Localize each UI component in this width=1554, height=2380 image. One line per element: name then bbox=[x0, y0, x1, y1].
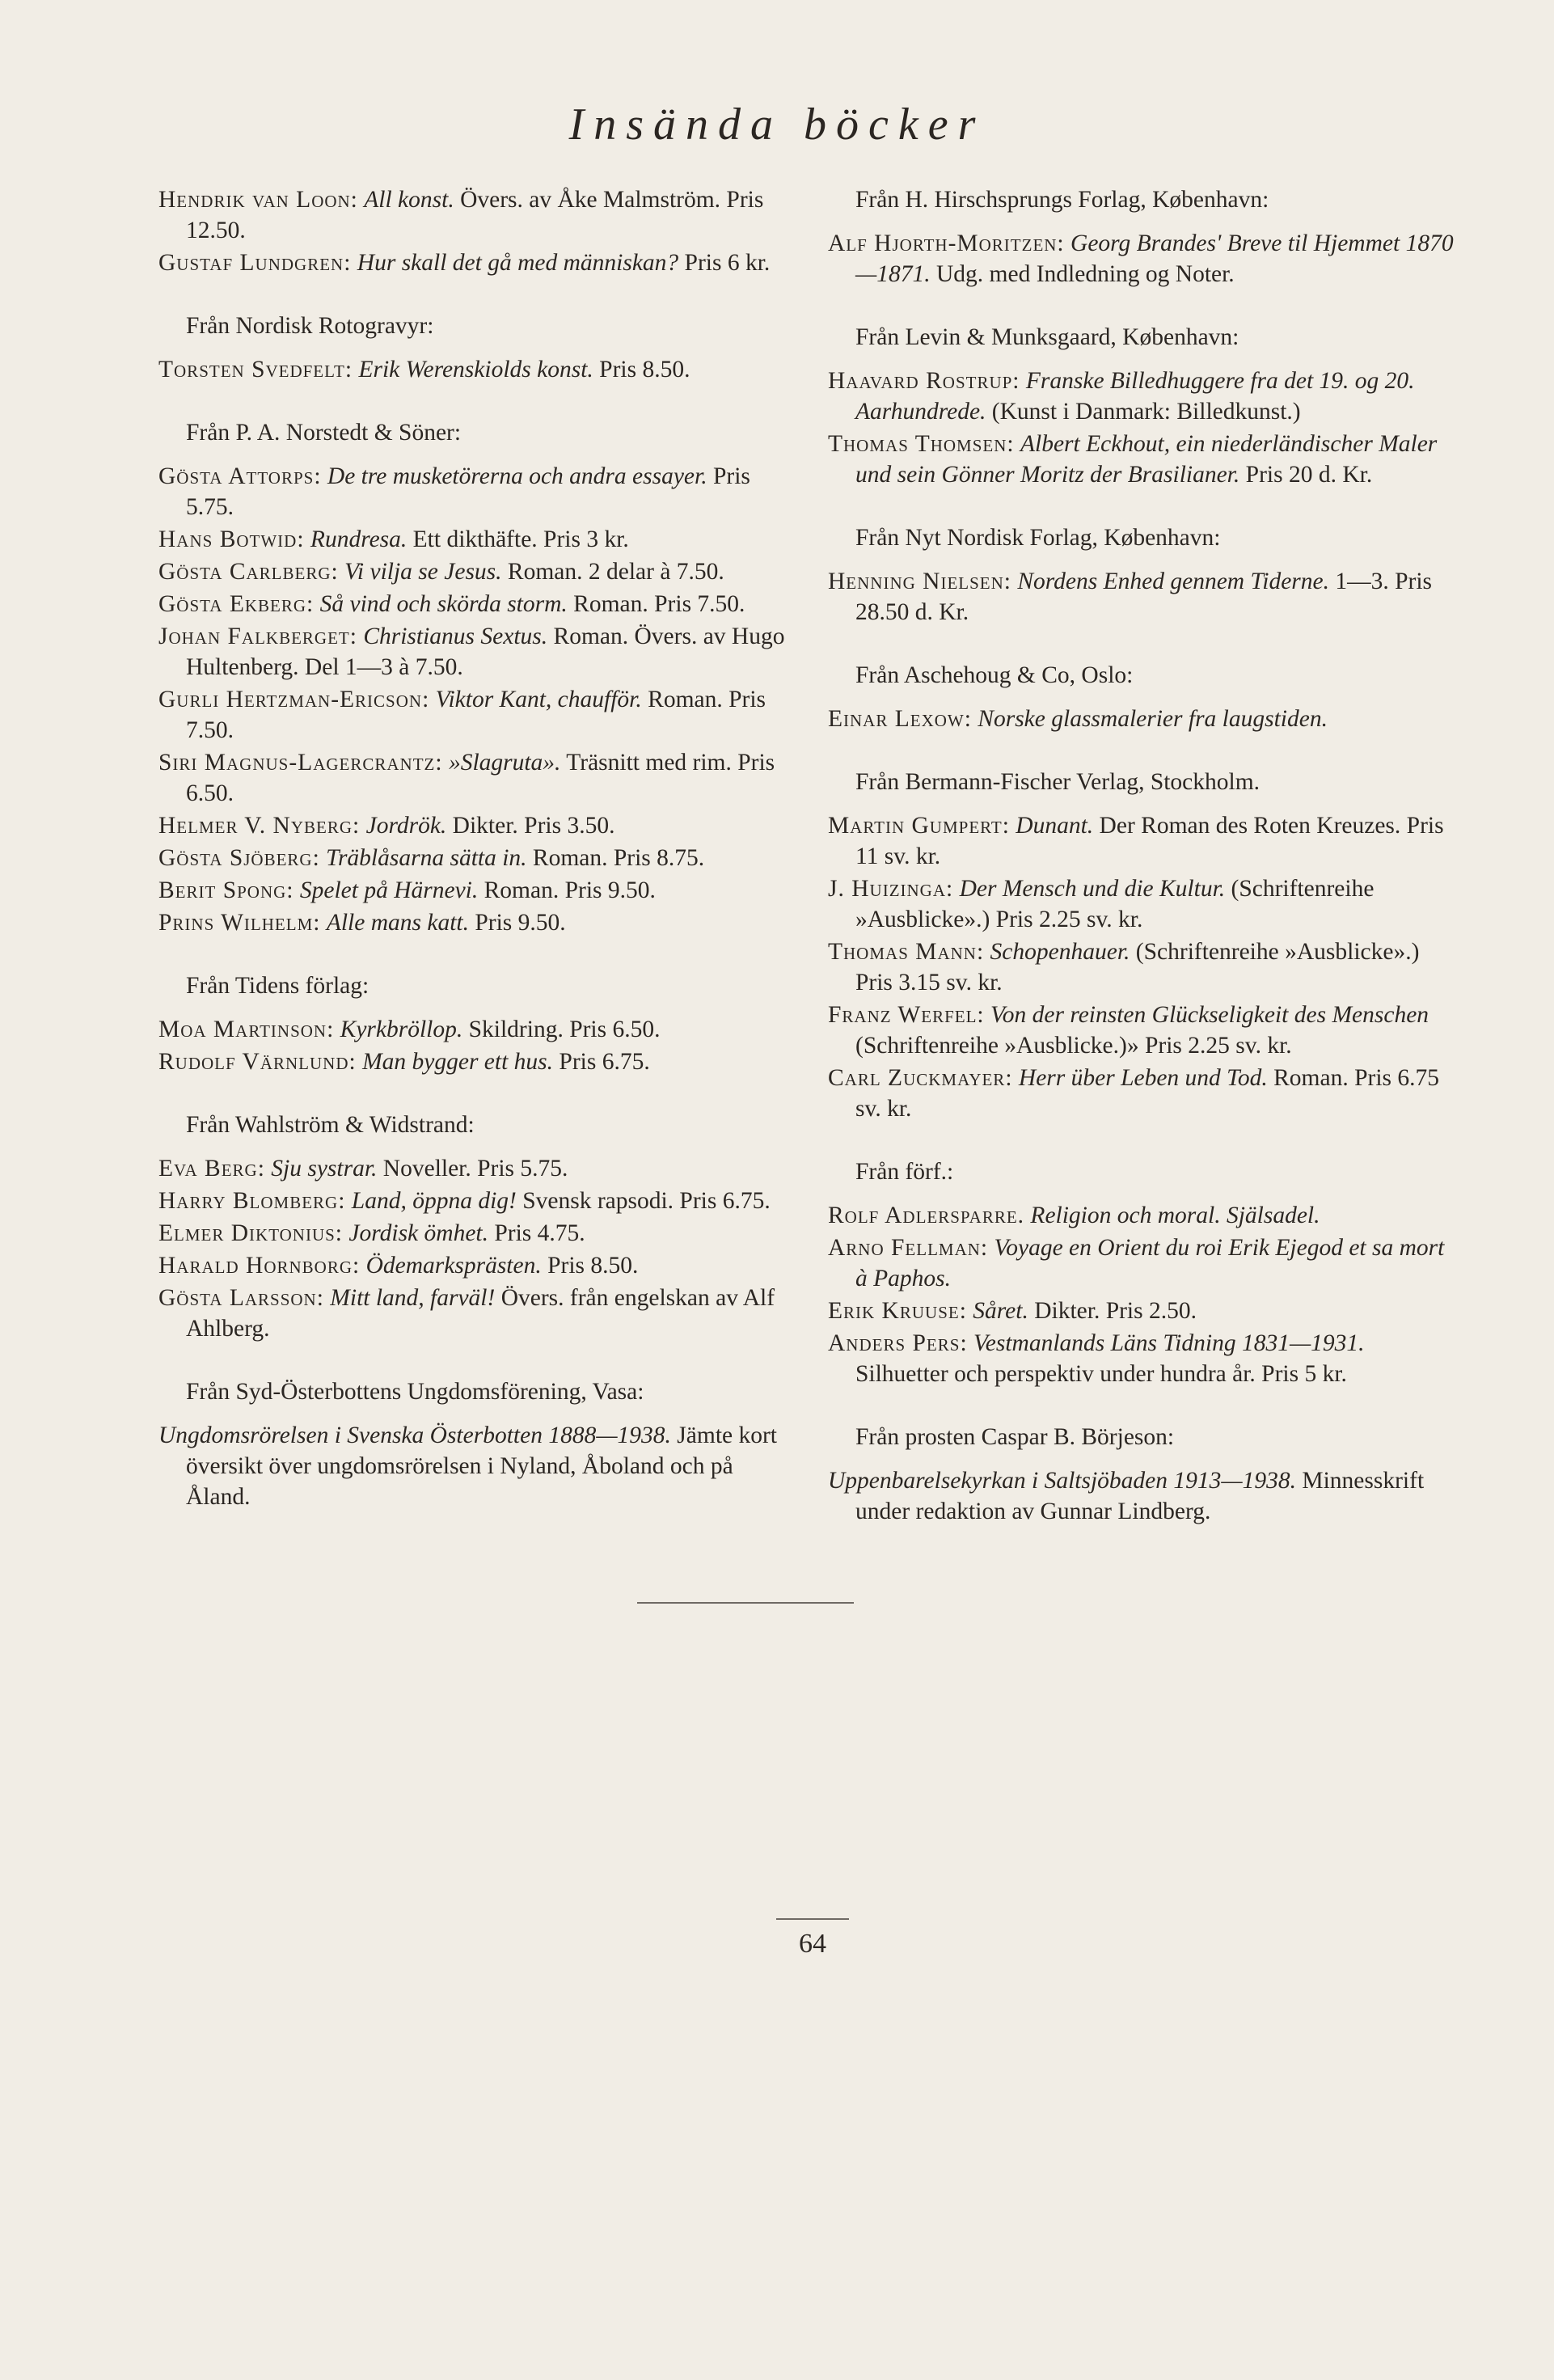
book-entry bbox=[158, 907, 789, 938]
entry-details: Pris 8.50. bbox=[593, 357, 690, 383]
entry-author: Moa Martinson: bbox=[158, 1017, 335, 1042]
book-entry bbox=[158, 1153, 789, 1184]
entry-author: Hendrik van Loon: bbox=[158, 187, 358, 213]
entry-author: Berit Spong: bbox=[158, 877, 294, 903]
entry-title: Franske Billedhuggere fra det 19. og 20. Aarhundrede. bbox=[855, 368, 1415, 425]
entry-author: Rudolf Värnlund: bbox=[158, 1049, 357, 1075]
book-entry bbox=[158, 1218, 789, 1249]
book-entry bbox=[828, 1200, 1459, 1231]
publisher-heading: Från Tidens förlag: bbox=[186, 973, 369, 999]
entry-details: Roman. Pris 7.50. bbox=[186, 687, 766, 743]
entry-author: Harry Blomberg: bbox=[158, 1188, 346, 1214]
page-number: 64 bbox=[799, 1929, 826, 1959]
publisher-heading: Från förf.: bbox=[855, 1159, 954, 1185]
book-entry bbox=[158, 354, 789, 385]
entry-title: De tre musketörerna och andra essayer. bbox=[327, 463, 707, 489]
entry-details: Udg. med Indledning og Noter. bbox=[930, 261, 1235, 287]
entry-title: Rundresa. bbox=[310, 526, 408, 552]
book-entry bbox=[158, 684, 789, 746]
entry-author: Helmer V. Nyberg: bbox=[158, 813, 361, 839]
entry-title: Albert Eckhout, ein niederländischer Maler und sein Gönner Moritz der Brasilianer. bbox=[855, 431, 1438, 488]
entry-author: Erik Kruuse: bbox=[828, 1298, 967, 1324]
entry-author: Thomas Thomsen: bbox=[828, 431, 1015, 457]
entry-details: Svensk rapsodi. Pris 6.75. bbox=[516, 1188, 771, 1214]
entry-details: Träsnitt med rim. Pris 6.50. bbox=[186, 750, 775, 806]
entry-author: Carl Zuckmayer: bbox=[828, 1065, 1013, 1091]
book-entry bbox=[828, 1000, 1459, 1061]
entry-title: Jordrök. bbox=[365, 813, 447, 839]
entry-details: Övers. av Åke Malmström. Pris 12.50. bbox=[186, 187, 764, 243]
book-entry bbox=[158, 747, 789, 809]
entry-author: Arno Fellman: bbox=[828, 1235, 989, 1261]
entry-details: Dikter. Pris 2.50. bbox=[1028, 1298, 1197, 1324]
book-entry bbox=[158, 589, 789, 619]
entry-details: Dikter. Pris 3.50. bbox=[446, 813, 615, 839]
book-entry bbox=[158, 875, 789, 906]
book-entry bbox=[828, 366, 1459, 427]
entry-title: Herr über Leben und Tod. bbox=[1018, 1065, 1268, 1091]
entry-title: Hur skall det gå med människan? bbox=[357, 250, 679, 276]
entry-title: Religion och moral. Själsadel. bbox=[1030, 1203, 1320, 1228]
entry-details: (Schriftenreihe »Ausblicke.)» Pris 2.25 sv. kr. bbox=[855, 1033, 1292, 1059]
publisher-heading: Från Syd-Österbottens Ungdomsförening, Vasa: bbox=[186, 1379, 644, 1405]
page-number-rule bbox=[776, 1918, 849, 1920]
entry-author: Rolf Adlersparre. bbox=[828, 1203, 1025, 1228]
page-title: Insända böcker bbox=[568, 99, 986, 150]
entry-title: All konst. bbox=[364, 187, 454, 213]
publisher-heading: Från prosten Caspar B. Börjeson: bbox=[855, 1424, 1175, 1450]
book-entry bbox=[828, 936, 1459, 998]
entry-author: Gösta Attorps: bbox=[158, 463, 322, 489]
book-entry bbox=[828, 810, 1459, 872]
entry-title: Norske glassmalerier fra laugstiden. bbox=[978, 706, 1328, 732]
entry-author: Einar Lexow: bbox=[828, 706, 972, 732]
book-entry bbox=[828, 1465, 1459, 1527]
entry-author: Harald Hornborg: bbox=[158, 1253, 361, 1279]
entry-author: Haavard Rostrup: bbox=[828, 368, 1020, 394]
book-entry bbox=[158, 1186, 789, 1216]
entry-title: Nordens Enhed gennem Tiderne. bbox=[1017, 569, 1329, 594]
book-entry bbox=[158, 810, 789, 841]
entry-title: Sju systrar. bbox=[271, 1156, 378, 1182]
book-entry bbox=[828, 1296, 1459, 1326]
publisher-heading: Från Wahlström & Widstrand: bbox=[186, 1112, 475, 1138]
entry-author: Prins Wilhelm: bbox=[158, 910, 321, 936]
book-entry bbox=[828, 1063, 1459, 1124]
entry-details: Pris 9.50. bbox=[468, 910, 566, 936]
entry-author: Gustaf Lundgren: bbox=[158, 250, 352, 276]
entry-title: Erik Werenskiolds konst. bbox=[358, 357, 593, 383]
entry-details: 1—3. Pris 28.50 d. Kr. bbox=[855, 569, 1433, 625]
entry-title: Ungdomsrörelsen i Svenska Österbotten 1888—1938. bbox=[158, 1423, 671, 1448]
left-column bbox=[158, 184, 789, 1514]
entry-details: Pris 5.75. bbox=[186, 463, 750, 520]
entry-title: Vestmanlands Läns Tidning 1831—1931. bbox=[973, 1330, 1365, 1356]
entry-details: Pris 6 kr. bbox=[678, 250, 771, 276]
book-entry bbox=[158, 843, 789, 873]
book-entry bbox=[158, 184, 789, 246]
entry-title: Dunant. bbox=[1016, 813, 1094, 839]
entry-details: Pris 8.50. bbox=[541, 1253, 639, 1279]
publisher-heading: Från H. Hirschsprungs Forlag, København: bbox=[855, 187, 1269, 213]
entry-title: Land, öppna dig! bbox=[351, 1188, 517, 1214]
entry-details: Skildring. Pris 6.50. bbox=[462, 1017, 661, 1042]
entry-author: Gösta Ekberg: bbox=[158, 591, 315, 617]
entry-details: (Kunst i Danmark: Billedkunst.) bbox=[986, 399, 1301, 425]
entry-author: Gurli Hertzman-Ericson: bbox=[158, 687, 430, 712]
entry-details: Der Roman des Roten Kreuzes. Pris 11 sv. kr. bbox=[855, 813, 1444, 869]
entry-title: »Slagruta». bbox=[448, 750, 561, 776]
entry-details: Roman. Pris 7.50. bbox=[567, 591, 745, 617]
entry-author: Hans Botwid: bbox=[158, 526, 305, 552]
book-entry bbox=[158, 1250, 789, 1281]
entry-author: Gösta Carlberg: bbox=[158, 559, 339, 585]
entry-details: Roman. Pris 9.50. bbox=[478, 877, 656, 903]
entry-author: Anders Pers: bbox=[828, 1330, 968, 1356]
entry-details: Roman. Pris 8.75. bbox=[526, 845, 705, 871]
entry-title: Så vind och skörda storm. bbox=[319, 591, 568, 617]
entry-details: Pris 4.75. bbox=[488, 1220, 585, 1246]
entry-details: Jämte kort översikt över ungdomsrörelsen i Nyland, Åboland och på Åland. bbox=[186, 1423, 778, 1510]
entry-details: (Schriftenreihe »Ausblicke».) Pris 2.25 sv. kr. bbox=[855, 876, 1375, 932]
publisher-heading: Från Aschehoug & Co, Oslo: bbox=[855, 662, 1134, 688]
book-entry bbox=[158, 556, 789, 587]
entry-title: Von der reinsten Glückseligkeit des Menschen bbox=[990, 1002, 1429, 1028]
entry-title: Voyage en Orient du roi Erik Ejegod et sa mort à Paphos. bbox=[855, 1235, 1445, 1291]
entry-details: Roman. Övers. av Hugo Hultenberg. Del 1—3 à 7.50. bbox=[186, 624, 785, 680]
entry-title: Såret. bbox=[973, 1298, 1028, 1324]
entry-details: Pris 6.75. bbox=[553, 1049, 650, 1075]
book-entry bbox=[828, 873, 1459, 935]
entry-author: Martin Gumpert: bbox=[828, 813, 1010, 839]
publisher-heading: Från Nordisk Rotogravyr: bbox=[186, 313, 434, 339]
entry-title: Georg Brandes' Breve til Hjemmet 1870—1871. bbox=[855, 230, 1454, 287]
entry-details: Ett dikthäfte. Pris 3 kr. bbox=[407, 526, 629, 552]
entry-title: Der Mensch und die Kultur. bbox=[959, 876, 1226, 902]
publisher-heading: Från Levin & Munksgaard, København: bbox=[855, 324, 1239, 350]
entry-title: Schopenhauer. bbox=[990, 939, 1130, 965]
entry-title: Uppenbarelsekyrkan i Saltsjöbaden 1913—1938. bbox=[828, 1468, 1296, 1494]
book-entry bbox=[158, 247, 789, 278]
publisher-heading: Från Nyt Nordisk Forlag, København: bbox=[855, 525, 1221, 551]
entry-title: Christianus Sextus. bbox=[363, 624, 548, 649]
entry-author: Eva Berg: bbox=[158, 1156, 265, 1182]
book-entry bbox=[828, 1232, 1459, 1294]
entry-title: Kyrkbröllop. bbox=[340, 1017, 463, 1042]
entry-title: Spelet på Härnevi. bbox=[299, 877, 479, 903]
book-entry bbox=[158, 1420, 789, 1512]
entry-details: Minnesskrift under redaktion av Gunnar Lindberg. bbox=[855, 1468, 1425, 1524]
book-entry bbox=[828, 429, 1459, 490]
entry-details: Roman. Pris 6.75 sv. kr. bbox=[855, 1065, 1439, 1122]
entry-details: (Schriftenreihe »Ausblicke».) Pris 3.15 sv. kr. bbox=[855, 939, 1420, 996]
entry-author: Torsten Svedfelt: bbox=[158, 357, 353, 383]
entry-author: Elmer Diktonius: bbox=[158, 1220, 344, 1246]
entry-author: Johan Falkberget: bbox=[158, 624, 357, 649]
entry-author: Siri Magnus-Lagercrantz: bbox=[158, 750, 443, 776]
book-entry bbox=[828, 1328, 1459, 1389]
publisher-heading: Från P. A. Norstedt & Söner: bbox=[186, 420, 462, 446]
right-column bbox=[828, 184, 1459, 1528]
entry-title: Träblåsarna sätta in. bbox=[326, 845, 527, 871]
entry-author: Alf Hjorth-Moritzen: bbox=[828, 230, 1065, 256]
entry-author: Franz Werfel: bbox=[828, 1002, 985, 1028]
entry-author: Thomas Mann: bbox=[828, 939, 985, 965]
entry-title: Mitt land, farväl! bbox=[330, 1285, 496, 1311]
book-entry bbox=[158, 1046, 789, 1077]
book-entry bbox=[158, 461, 789, 522]
book-entry bbox=[828, 566, 1459, 628]
entry-details: Noveller. Pris 5.75. bbox=[377, 1156, 568, 1182]
entry-details: Övers. från engelskan av Alf Ahlberg. bbox=[186, 1285, 775, 1342]
book-entry bbox=[158, 1283, 789, 1344]
entry-title: Alle mans katt. bbox=[326, 910, 469, 936]
entry-author: Gösta Sjöberg: bbox=[158, 845, 320, 871]
entry-title: Viktor Kant, chaufför. bbox=[435, 687, 642, 712]
entry-author: J. Huizinga: bbox=[828, 876, 954, 902]
entry-details: Pris 20 d. Kr. bbox=[1239, 462, 1373, 488]
entry-author: Henning Nielsen: bbox=[828, 569, 1011, 594]
entry-details: Silhuetter och perspektiv under hundra år. Pris 5 kr. bbox=[855, 1361, 1347, 1387]
entry-author: Gösta Larsson: bbox=[158, 1285, 324, 1311]
entry-title: Vi vilja se Jesus. bbox=[344, 559, 502, 585]
book-entry bbox=[828, 704, 1459, 734]
book-entry bbox=[828, 228, 1459, 290]
book-entry bbox=[158, 621, 789, 683]
entry-title: Ödemarksprästen. bbox=[365, 1253, 542, 1279]
book-entry bbox=[158, 524, 789, 555]
entry-details: Roman. 2 delar à 7.50. bbox=[501, 559, 724, 585]
publisher-heading: Från Bermann-Fischer Verlag, Stockholm. bbox=[855, 769, 1261, 795]
entry-title: Man bygger ett hus. bbox=[362, 1049, 554, 1075]
book-entry bbox=[158, 1014, 789, 1045]
entry-title: Jordisk ömhet. bbox=[348, 1220, 488, 1246]
section-end-rule bbox=[637, 1602, 854, 1604]
